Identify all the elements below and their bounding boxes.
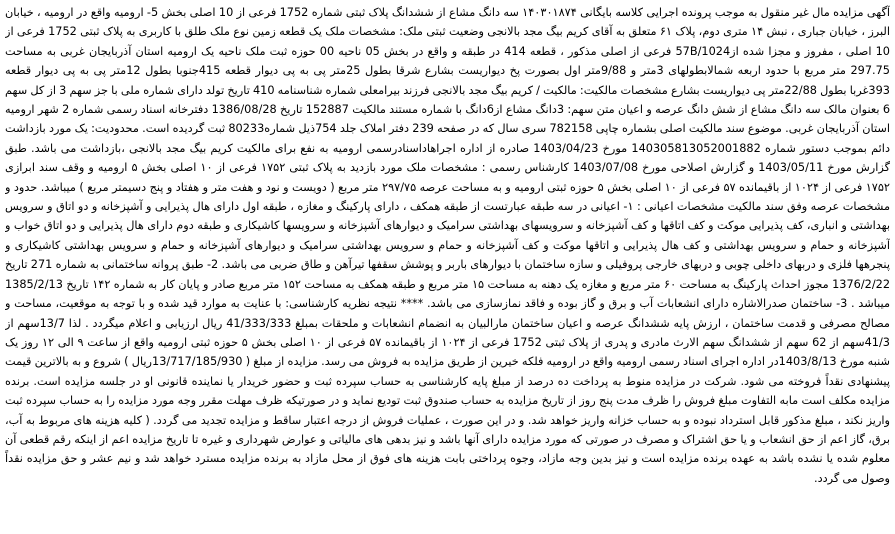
auction-notice-text: آگهی مزایده مال غیر منقول به موجب پرونده اجرایی کلاسه بایگانی ۱۴۰۳۰۱۸۷۴ سه دانگ مشاع از ششدانگ پلاک ثبتی شماره 1752 فرعی از 10 اصلی بخش 5- ارومیه واقع در ارومیه ، خیابان البرز ، خیابان جباری ، نبش ۱۴ متری دوم، پلاک ۶۱ متعلق به آقای کریم بیگ مجد بالانجی وضعیت ثبتی ملک: مشخصات ملک یک قطعه زمین نوع ملک طلق با کاربری به پلاک ثبتی 1752 فرعی از 10 اصلی ، مفروز و مجزا شده از57B/1024 فرعی از اصلی مذکور ، قطعه 414 در طبقه و واقع در بخش 05 ناحیه 00 حوزه ثبت ملک ناحیه یک ارومیه استان آذربایجان غربی به مساحت 297.75 متر مربع با حدود اربعه شمالابطولهای 3متر و 9/88متر اول بصورت پخ دیواریست بشارع شرقا بطول 25متر پی به پی دیوار قطعه 415جنوبا بطول 12متر پی به پی دیوار قطعه 393غربا بطول 22/88متر پی دیواریست بشارع مشخصات مالکیت: مالکیت / کریم بیگ مجد بالانجی فرزند بیرامعلی شماره شناسنامه 410 تاریخ تولد دارای شماره ملی با جز سهم 3 از کل سهم 6 بعنوان مالک سه دانگ مشاع از شش دانگ عرصه و اعیان متن سهم: 3دانگ مشاع از6دانگ با شماره مستند مالکیت 152887 تاریخ 1386/08/28 دفترخانه اسناد رسمی شماره 2 شهر ارومیه استان آذربایجان غربی. موضوع سند مالکیت اصلی بشماره چاپی 782158 سری سال که در صفحه 239 دفتر املاک جلد 754ذیل شماره80233 ثبت گردیده است. محدودیت: یک مورد بازداشت دائم بموجب دستور شماره 140305813052001882 مورخ 1403/04/23 صادره از اداره اجراهاداسنادرسمی ارومیه به نفع برای مالکیت کریم بیگ مجد بالانجی ،بازداشت می باشد. طبق گزارش مورخ 1403/05/11 و گزارش اصلاحی مورخ 1403/07/08 کارشناس رسمی : مشخصات ملک مورد بازدید به پلاک ثبتی ۱۷۵۲ فرعی از ۱۰ اصلی بخش ۵ ارومیه و وقف سند ابرازی ۱۷۵۲ فرعی از ۱۰۲۴ از باقیمانده ۵۷ فرعی از ۱۰ اصلی بخش ۵ حوزه ثبتی ارومیه و به مساحت عرصه ۲۹۷/۷۵ متر مربع ( دویست و نود و هفت متر و هفتاد و پنج دسیمتر مربع ) میباشد. حدود و مشخصات عرصه وفق سند مالکیت مشخصات اعیانی : ۱- اعیانی در سه طبقه عبارتست از طبقه همکف ، دارای پارکینگ و مغازه ، طبقه اول دارای هال پذیرایی و آشپزخانه و دو اتاق و سرویس بهداشتی و انباری، کف پذیرایی موکت و کف اتاقها و کف آشپزخانه و سرویسهای بهداشتی سرامیک و دیوارهای آشپزخانه و سرویسها کاشیکاری و طبقه دوم دارای هال پذیرایی و دو اتاق خواب و آشپزخانه و حمام و سرویس بهداشتی و کف هال پذیرایی و اتاقها موکت و کف آشپزخانه و حمام و سرویس بهداشتی سرامیک و دیوارهای آشپزخانه و حمام و سرویس بهداشتی کاشیکاری و پنجرهها فلزی و دربهای داخلی چوبی و دربهای خارجی پروفیلی و سازه ساختمان با دیوارهای باربر و پوشش سقفها تیرآهن و طاق ضربی می باشد. 2- طبق پروانه ساختمانی به شماره 271 تاریخ 1376/2/22 مجوز احداث پارکینگ به مساحت ۶۰ متر مربع و مغازه یک دهنه به مساحت ۱۵ متر مربع و طبقه همکف به مساحت ۱۵۲ متر مربع صادر و پایان کار به شماره ۱۴۲ تاریخ 1385/2/13 میباشد . 3- ساختمان صدرالاشاره دارای انشعابات آب و برق و گاز بوده و فاقد نمازسازی می باشد. **** نتیجه نظریه کارشناسی: با عنایت به موارد قید شده و با توجه به موقعیت، مساحت و مصالح مصرفی و قدمت ساختمان ، ارزش پایه ششدانگ عرصه و اعیان ساختمان مارالبیان به انضمام انشعابات و ملحقات بمبلغ 41/333/333 ریال ارزیابی و اعلام میگردد . لذا 13/7سهم از 41/3سهم از 62 سهم از ششدانگ سهم الارث مادری و پدری از پلاک ثبتی 1752 فرعی از ۱۰۲۴ از باقیمانده ۵۷ فرعی از ۱۰ اصلی بخش ۵ حوزه ثبتی ارومیه واقع از ساعت ۹ الی ۱۲ روز یک شنبه مورخ 1403/8/13در اداره اجرای اسناد رسمی ارومیه واقع در ارومیه فلکه خیرین از طریق مزایده به فروش می رسد. مزایده از مبلغ ( 13/717/185/930ریال ) شروع و به بالاترین قیمت پیشنهادی نقداً فروخته می شود. شرکت در مزایده منوط به پرداخت ده درصد از مبلغ پایه کارشناسی به حساب سپرده ثبت و حضور خریدار یا نماینده قانونی او در جلسه مزایده است. برنده مزایده مکلف است مابه التفاوت مبلغ فروش را ظرف مدت پنج روز از تاریخ مزایده به حساب صندوق ثبت تودیع نماید و در صورتیکه ظرف مهلت مقرر وجه مورد مزایده را به حساب سپرده ثبت واریز نکند ، مبلغ مذکور قابل استرداد نبوده و به حساب خزانه واریز خواهد شد. و در این صورت ، عملیات فروش از درجه اعتبار ساقط و مزایده تجدید می گردد. ( کلیه هزینه های مربوط به آب، برق، گاز اعم از حق انشعاب و یا حق اشتراک و مصرف در صورتی که مورد مزایده دارای آنها باشد و نیز بدهی های مالیاتی و عوارض شهرداری و غیره تا تاریخ مزایده اعم از اینکه رقم قطعی آن معلوم شده یا نشده باشد به عهده برنده مزایده است و نیز بدین وجه مازاد، وجوه پرداختی بابت هزینه های فوق از محل مازاد به برنده مزایده مسترد خواهد شد و نیم عشر و حق مزایده نقداً وصول می گردد.: [5, 6, 890, 485]
